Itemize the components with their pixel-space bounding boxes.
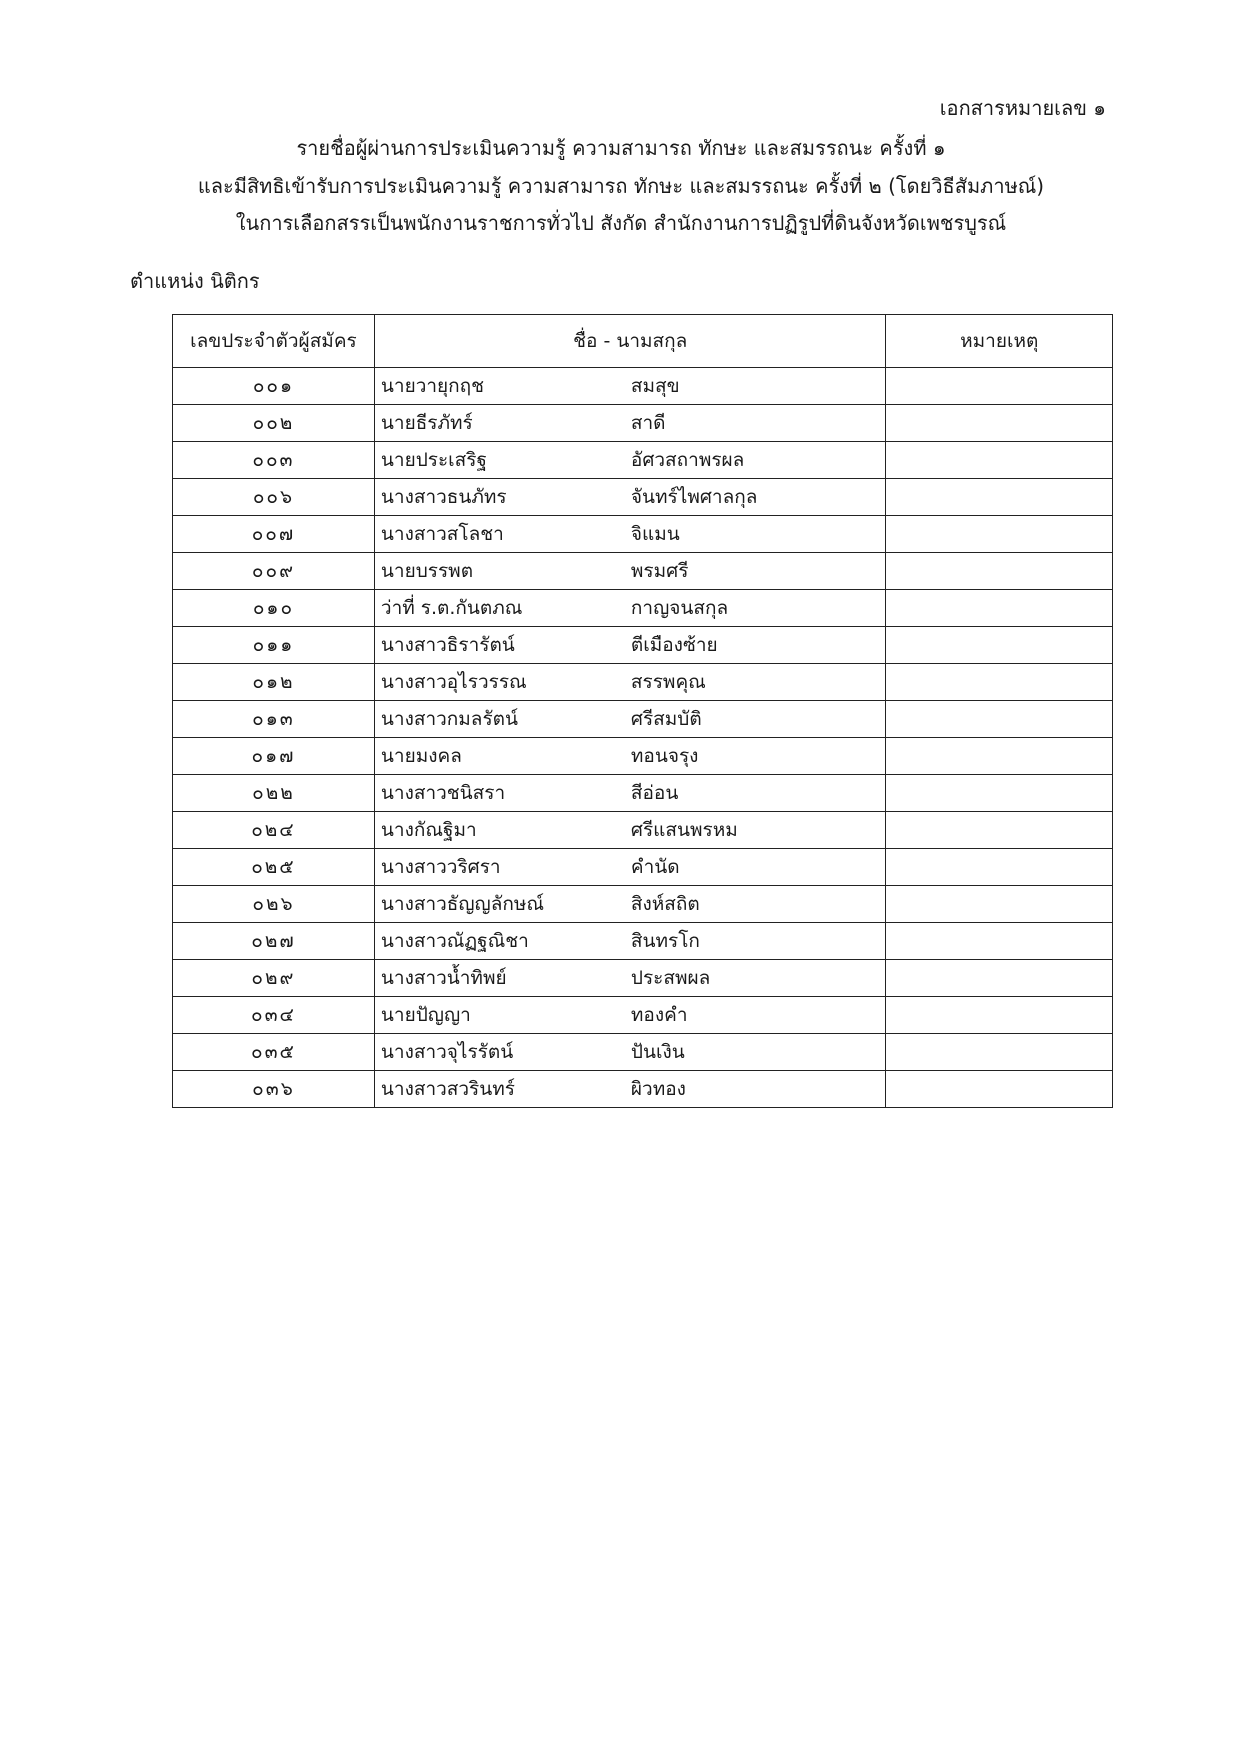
full-name-cell (374, 664, 886, 701)
table-row (173, 1071, 1113, 1108)
last-name: จันทร์ไพศาลกุล (630, 486, 758, 508)
applicant-id-cell: ๐๑๐ (173, 590, 375, 627)
full-name-cell (374, 1034, 886, 1071)
remark-cell (886, 442, 1113, 479)
full-name-cell (374, 516, 886, 553)
full-name-cell (374, 1071, 886, 1108)
table-row (173, 368, 1113, 405)
first-name: นางสาวชนิสรา (380, 782, 506, 804)
full-name-cell (374, 368, 886, 405)
first-name: นายประเสริฐ (380, 449, 487, 471)
applicant-id-cell: ๐๐๖ (173, 479, 375, 516)
applicant-id-cell: ๐๐๙ (173, 553, 375, 590)
full-name-cell (374, 479, 886, 516)
full-name-cell (374, 553, 886, 590)
last-name: ตีเมืองซ้าย (630, 634, 718, 656)
full-name-cell (374, 960, 886, 997)
applicant-id-cell: ๐๑๒ (173, 664, 375, 701)
remark-cell (886, 923, 1113, 960)
table-row (173, 405, 1113, 442)
first-name: นางสาวกมลรัตน์ (380, 708, 518, 730)
last-name: ศรีแสนพรหม (630, 819, 738, 841)
remark-cell (886, 368, 1113, 405)
first-name: นายมงคล (380, 745, 462, 767)
applicants-table (172, 314, 1113, 1108)
full-name-cell (374, 738, 886, 775)
applicant-id-cell: ๐๐๑ (173, 368, 375, 405)
title-line-3: ในการเลือกสรรเป็นพนักงานราชการทั่วไป สังกัด สำนักงานการปฏิรูปที่ดินจังหวัดเพชรบูรณ์ (235, 211, 1007, 235)
table-row (173, 664, 1113, 701)
first-name: นายปัญญา (380, 1004, 471, 1026)
full-name-cell (374, 812, 886, 849)
last-name: ทอนจรุง (630, 745, 699, 767)
last-name: สมสุข (630, 375, 680, 397)
remark-cell (886, 664, 1113, 701)
position-label: ตำแหน่ง นิติกร (130, 269, 260, 293)
last-name: สาดี (630, 412, 666, 434)
table-row (173, 553, 1113, 590)
applicant-id-cell: ๐๐๗ (173, 516, 375, 553)
first-name: ว่าที่ ร.ต.กันตภณ (380, 597, 523, 619)
applicant-id-cell: ๐๓๕ (173, 1034, 375, 1071)
table-row (173, 1034, 1113, 1071)
last-name: ทองคำ (630, 1004, 688, 1026)
table-body (173, 368, 1113, 1108)
applicant-id-cell: ๐๒๔ (173, 812, 375, 849)
first-name: นางสาววริศรา (380, 856, 501, 878)
table-row (173, 997, 1113, 1034)
first-name: นางสาวธัญญลักษณ์ (380, 893, 545, 915)
applicant-id-cell: ๐๒๕ (173, 849, 375, 886)
first-name: นางสาวธิรารัตน์ (380, 634, 515, 656)
applicant-id-cell: ๐๑๗ (173, 738, 375, 775)
last-name: ศรีสมบัติ (630, 708, 702, 730)
first-name: นายธีรภัทร์ (380, 412, 473, 434)
remark-cell (886, 553, 1113, 590)
applicant-id-cell: ๐๒๒ (173, 775, 375, 812)
first-name: นางสาวน้ำทิพย์ (380, 967, 507, 989)
full-name-cell (374, 442, 886, 479)
full-name-cell (374, 405, 886, 442)
remark-cell (886, 1071, 1113, 1108)
remark-cell (886, 775, 1113, 812)
table-row (173, 886, 1113, 923)
full-name-cell (374, 997, 886, 1034)
applicant-id-cell: ๐๒๗ (173, 923, 375, 960)
remark-cell (886, 886, 1113, 923)
table-row (173, 516, 1113, 553)
table-row (173, 812, 1113, 849)
table-row (173, 738, 1113, 775)
remark-cell (886, 479, 1113, 516)
applicant-id-cell: ๐๒๙ (173, 960, 375, 997)
remark-cell (886, 812, 1113, 849)
full-name-cell (374, 590, 886, 627)
last-name: กาญจนสกุล (630, 597, 729, 619)
table-row (173, 701, 1113, 738)
full-name-cell (374, 849, 886, 886)
last-name: สรรพคุณ (630, 671, 706, 693)
full-name-cell (374, 923, 886, 960)
remark-cell (886, 701, 1113, 738)
remark-cell (886, 516, 1113, 553)
first-name: นางสาวธนภัทร (380, 486, 507, 508)
table-row (173, 775, 1113, 812)
applicant-id-cell: ๐๓๔ (173, 997, 375, 1034)
last-name: ผิวทอง (630, 1078, 686, 1100)
applicant-id-cell: ๐๑๓ (173, 701, 375, 738)
first-name: นายบรรพต (380, 560, 474, 582)
header-applicant-id: เลขประจำตัวผู้สมัคร (173, 315, 375, 368)
last-name: สีอ่อน (630, 782, 679, 804)
header-full-name: ชื่อ - นามสกุล (374, 315, 886, 368)
table-row (173, 923, 1113, 960)
full-name-cell (374, 775, 886, 812)
last-name: พรมศรี (630, 560, 689, 582)
remark-cell (886, 997, 1113, 1034)
first-name: นางสาวณัฏฐณิชา (380, 930, 529, 952)
full-name-cell (374, 701, 886, 738)
remark-cell (886, 590, 1113, 627)
table-row (173, 479, 1113, 516)
last-name: อัศวสถาพรผล (630, 449, 745, 471)
last-name: สิงห์สถิต (630, 893, 700, 915)
table-row (173, 590, 1113, 627)
remark-cell (886, 405, 1113, 442)
remark-cell (886, 627, 1113, 664)
title-line-2: และมีสิทธิเข้ารับการประเมินความรู้ ความสามารถ ทักษะ และสมรรถนะ ครั้งที่ ๒ (โดยวิธีสัมภาษณ์) (197, 174, 1045, 198)
first-name: นางสาวจุไรรัตน์ (380, 1041, 514, 1063)
header-remark: หมายเหตุ (886, 315, 1113, 368)
last-name: คำนัด (630, 856, 680, 878)
remark-cell (886, 1034, 1113, 1071)
first-name: นายวายุกฤช (380, 375, 485, 397)
last-name: จิแมน (630, 523, 680, 545)
table-row (173, 442, 1113, 479)
remark-cell (886, 738, 1113, 775)
last-name: สินทรโก (630, 930, 700, 952)
full-name-cell (374, 886, 886, 923)
first-name: นางสาวอุไรวรรณ (380, 671, 527, 693)
document-number: เอกสารหมายเลข ๑ (939, 96, 1106, 120)
first-name: นางสาวสโลชา (380, 523, 504, 545)
full-name-cell (374, 627, 886, 664)
title-line-1: รายชื่อผู้ผ่านการประเมินความรู้ ความสามารถ ทักษะ และสมรรถนะ ครั้งที่ ๑ (296, 136, 946, 160)
table-row (173, 849, 1113, 886)
last-name: ประสพผล (630, 967, 711, 989)
applicant-id-cell: ๐๐๓ (173, 442, 375, 479)
table-row (173, 960, 1113, 997)
remark-cell (886, 849, 1113, 886)
table-header-row (173, 315, 1113, 368)
last-name: ปันเงิน (630, 1041, 685, 1063)
applicant-id-cell: ๐๐๒ (173, 405, 375, 442)
remark-cell (886, 960, 1113, 997)
first-name: นางกัณฐิมา (380, 819, 477, 841)
applicant-id-cell: ๐๒๖ (173, 886, 375, 923)
table-row (173, 627, 1113, 664)
applicant-id-cell: ๐๓๖ (173, 1071, 375, 1108)
applicant-id-cell: ๐๑๑ (173, 627, 375, 664)
first-name: นางสาวสวรินทร์ (380, 1078, 515, 1100)
